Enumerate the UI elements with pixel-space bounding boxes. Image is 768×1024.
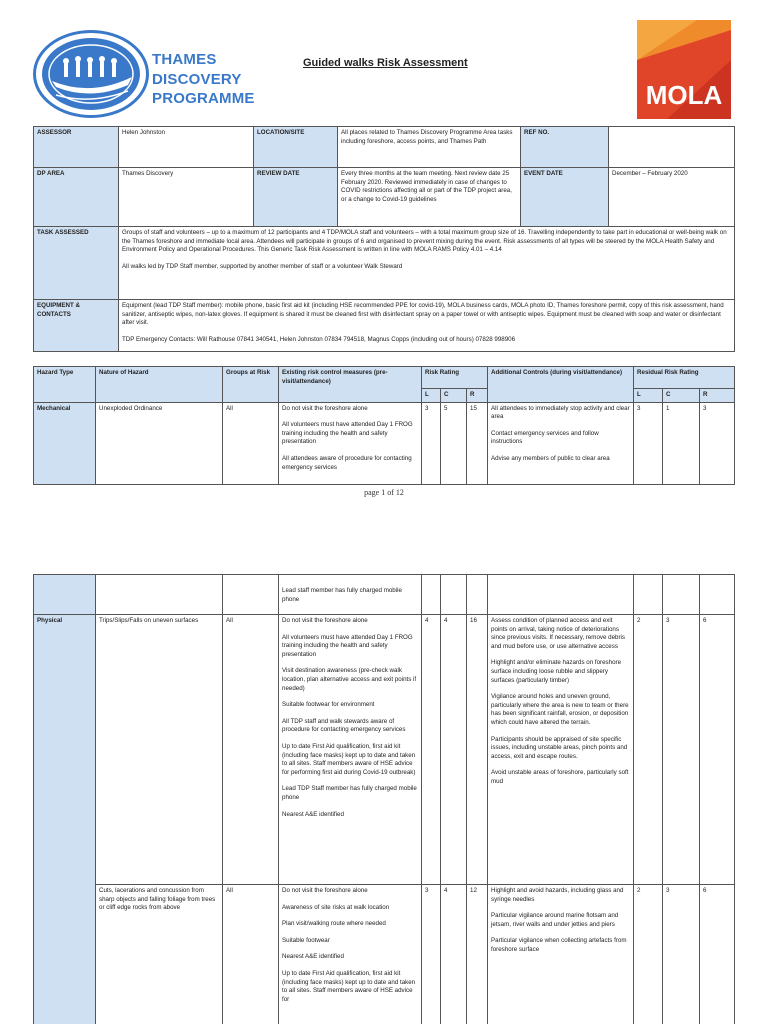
groups-at-risk: All xyxy=(223,615,279,885)
hazard-table-page-2 xyxy=(33,574,735,1024)
event-date-label: EVENT DATE xyxy=(521,168,609,227)
emergency-contacts: TDP Emergency Contacts: Will Rathouse 07841 340541, Helen Johnston 07834 794518, Magnus Copps (including out of hours) 07828 998906 xyxy=(122,335,516,343)
mola-logo xyxy=(637,20,731,119)
table-row xyxy=(34,885,735,1024)
equipment-label: EQUIPMENT & CONTACTS xyxy=(34,300,119,352)
task-assessed-label: TASK ASSESSED xyxy=(34,227,119,300)
risk-c: 4 xyxy=(441,885,467,1024)
thames-discovery-logo xyxy=(33,30,149,118)
risk-r xyxy=(467,575,488,615)
risk-r: 16 xyxy=(467,615,488,885)
residual-l: 2 xyxy=(634,615,663,885)
event-date-value: December – February 2020 xyxy=(609,168,735,227)
risk-r: 12 xyxy=(467,885,488,1024)
hazard-table-page-1 xyxy=(33,366,735,485)
col-c: C xyxy=(441,389,467,403)
risk-c: 5 xyxy=(441,402,467,484)
equipment-value xyxy=(119,300,735,352)
page-2 xyxy=(0,574,768,1024)
risk-c xyxy=(441,575,467,615)
page-gap xyxy=(0,512,768,574)
assessor-value: Helen Johnston xyxy=(119,127,254,168)
location-value: All places related to Thames Discovery Programme Area tasks including foreshore, access points, and Thames Path xyxy=(338,127,521,168)
residual-r: 6 xyxy=(700,615,735,885)
ref-value xyxy=(609,127,735,168)
col-l: L xyxy=(422,389,441,403)
residual-r: 6 xyxy=(700,885,735,1024)
residual-c: 3 xyxy=(663,885,700,1024)
table-row xyxy=(34,402,735,484)
control-item: All attendees aware of procedure for contacting emergency services xyxy=(282,454,412,471)
control-item: Up to date First Aid qualification, first aid kit (including face masks) kept up to date and taken to all sites. Staff members aware of HSE advice for performing first aid during Covid-19 outbreak) xyxy=(282,742,416,776)
risk-r: 15 xyxy=(467,402,488,484)
hazard-type: Mechanical xyxy=(34,402,96,484)
col-residual-c: C xyxy=(663,389,700,403)
control-item: Suitable footwear for environment xyxy=(282,701,375,709)
additional-item: Avoid unstable areas of foreshore, particularly soft mud xyxy=(491,769,629,785)
additional-item: All attendees to immediately stop activity and clear area xyxy=(491,404,630,421)
existing-controls xyxy=(279,885,422,1024)
additional-item: Contact emergency services and follow instructions xyxy=(491,429,599,446)
additional-controls xyxy=(488,402,634,484)
col-existing-controls: Existing risk control measures (pre-visit/attendance) xyxy=(279,367,422,403)
review-date-value: Every three months at the team meeting. Next review date 25 February 2020. Reviewed immediately in case of changes to COVID restrictions affecting all or part of the TDP project area, or a change to Covid-19 guidelines xyxy=(338,168,521,227)
additional-item: Participants should be appraised of site specific issues, including unstable areas, pinch points and access, exit and escape routes. xyxy=(491,735,628,760)
info-table xyxy=(33,126,735,352)
col-residual-r: R xyxy=(700,389,735,403)
col-hazard-type: Hazard Type xyxy=(34,367,96,403)
risk-c: 4 xyxy=(441,615,467,885)
residual-c: 3 xyxy=(663,615,700,885)
nature-of-hazard: Unexploded Ordinance xyxy=(96,402,223,484)
control-item: Nearest A&E identified xyxy=(282,953,344,961)
page-number: page 1 of 12 xyxy=(364,488,404,497)
existing-controls xyxy=(279,615,422,885)
additional-item: Particular vigilance around marine flotsam and jetsam, river walls and under jetties and piers xyxy=(491,912,619,928)
risk-l: 4 xyxy=(422,615,441,885)
logo-line-2: DISCOVERY xyxy=(152,70,242,88)
groups-at-risk xyxy=(223,575,279,615)
control-item: Do not visit the foreshore alone xyxy=(282,617,368,624)
col-residual-risk: Residual Risk Rating xyxy=(634,367,735,389)
control-item: Suitable footwear xyxy=(282,936,330,944)
task-assessed-value xyxy=(119,227,735,300)
residual-l: 3 xyxy=(634,402,663,484)
nature-of-hazard: Cuts, lacerations and concussion from sharp objects and falling foliage from trees or cliff edge rocks from above xyxy=(96,885,223,1024)
review-date-label: REVIEW DATE xyxy=(254,168,338,227)
dp-area-value: Thames Discovery xyxy=(119,168,254,227)
additional-item: Particular vigilance when collecting artefacts from foreshore surface xyxy=(491,937,627,953)
residual-r xyxy=(700,575,735,615)
hazard-type xyxy=(34,575,96,615)
table-row xyxy=(34,575,735,615)
additional-item: Highlight and avoid hazards, including glass and syringe needles xyxy=(491,887,624,903)
control-item: All TDP staff and walk stewards aware of procedure for contacting emergency services xyxy=(282,717,406,734)
task-paragraph-1: Groups of staff and volunteers – up to a maximum of 12 participants and 4 TDP/MOLA staff and volunteers – with a total maximum group size of 16. Travelling independently to take part in educational or well-being walk on the Thames foreshore and immediate local area. Attendees will participate in groups of 6 and organised to prevent mixing during the event. Risk assessments of all types will be steered by the MOLA Health Safety and Environment Policy and Operational Procedures. This Generic Task Risk Assessment is written in line with MOLA RAMS Policy 4.01 – 4.14 xyxy=(122,229,727,254)
task-paragraph-2: All walks led by TDP Staff member, supported by another member of staff or a volunteer Walk Steward xyxy=(122,262,403,270)
col-r: R xyxy=(467,389,488,403)
table-row xyxy=(34,615,735,885)
residual-c: 1 xyxy=(663,402,700,484)
control-item: Up to date First Aid qualification, first aid kit (including face masks) kept up to date and taken to all sites. Staff members aware of HSE advice for xyxy=(282,969,416,1003)
col-residual-l: L xyxy=(634,389,663,403)
control-item: Awareness of site risks at walk location xyxy=(282,903,390,911)
control-item: Visit destination awareness (pre-check walk location, plan alternative access and exit points if needed) xyxy=(282,667,417,692)
additional-controls xyxy=(488,885,634,1024)
additional-item: Highlight and/or eliminate hazards on foreshore surface including loose rubble and slippery surfaces (particularly timber) xyxy=(491,659,622,684)
control-item: Lead staff member has fully charged mobile phone xyxy=(282,587,402,603)
additional-item: Assess condition of planned access and exit points on arrival, taking notice of deteriorations since previous visits. If necessary, remove debris and mud before use, or use alternative access xyxy=(491,617,625,650)
groups-at-risk: All xyxy=(223,885,279,1024)
risk-l: 3 xyxy=(422,885,441,1024)
document-title: Guided walks Risk Assessment xyxy=(303,57,468,69)
location-label: LOCATION/SITE xyxy=(254,127,338,168)
col-nature-of-hazard: Nature of Hazard xyxy=(96,367,223,403)
control-item: Nearest A&E identified xyxy=(282,810,344,818)
col-risk-rating: Risk Rating xyxy=(422,367,488,389)
assessor-label: ASSESSOR xyxy=(34,127,119,168)
logo-line-1: THAMES xyxy=(152,51,217,68)
col-groups-at-risk: Groups at Risk xyxy=(223,367,279,403)
ref-label: REF NO. xyxy=(521,127,609,168)
additional-controls xyxy=(488,575,634,615)
residual-c xyxy=(663,575,700,615)
risk-l xyxy=(422,575,441,615)
risk-l: 3 xyxy=(422,402,441,484)
col-additional-controls: Additional Controls (during visit/attendance) xyxy=(488,367,634,403)
mola-wordmark: MOLA xyxy=(645,80,723,110)
residual-r: 3 xyxy=(700,402,735,484)
additional-controls xyxy=(488,615,634,885)
control-item: Do not visit the foreshore alone xyxy=(282,404,368,412)
logo-line-3: PROGRAMME xyxy=(152,90,255,107)
additional-item: Vigilance around holes and uneven ground, particularly where the area is new to team or there has been significant rainfall, erosion, or deposition which could have altered the terrain. xyxy=(491,693,629,726)
groups-at-risk: All xyxy=(223,402,279,484)
logo-wordmark xyxy=(152,50,255,109)
existing-controls xyxy=(279,402,422,484)
nature-of-hazard xyxy=(96,575,223,615)
hazard-type: Physical xyxy=(34,615,96,1024)
residual-l: 2 xyxy=(634,885,663,1024)
residual-l xyxy=(634,575,663,615)
control-item: Lead TDP Staff member has fully charged mobile phone xyxy=(282,785,417,801)
nature-of-hazard: Trips/Slips/Falls on uneven surfaces xyxy=(96,615,223,885)
control-item: Plan visit/walking route where needed xyxy=(282,920,386,928)
dp-area-label: DP AREA xyxy=(34,168,119,227)
equipment-paragraph-1: Equipment (lead TDP Staff member): mobile phone, basic first aid kit (including HSE recommended PPE for covid-19), MOLA business cards, MOLA photo ID, Thames foreshore permit, copy of this risk assessment, hand sanitizer, antiseptic wipes, non-latex gloves. If equipment is shared it must be cleaned first with disinfectant spray on a paper towel or with antiseptic wipes. Equipment must be cleaned with soap and water or disinfectant after visit. xyxy=(122,302,724,327)
additional-item: Advise any members of public to clear area xyxy=(491,454,610,462)
control-item: All volunteers must have attended Day 1 FROG training including the health and safety presentation xyxy=(282,633,413,658)
control-item: Do not visit the foreshore alone xyxy=(282,887,368,894)
existing-controls xyxy=(279,575,422,615)
control-item: All volunteers must have attended Day 1 FROG training including the health and safety presentation xyxy=(282,421,413,446)
